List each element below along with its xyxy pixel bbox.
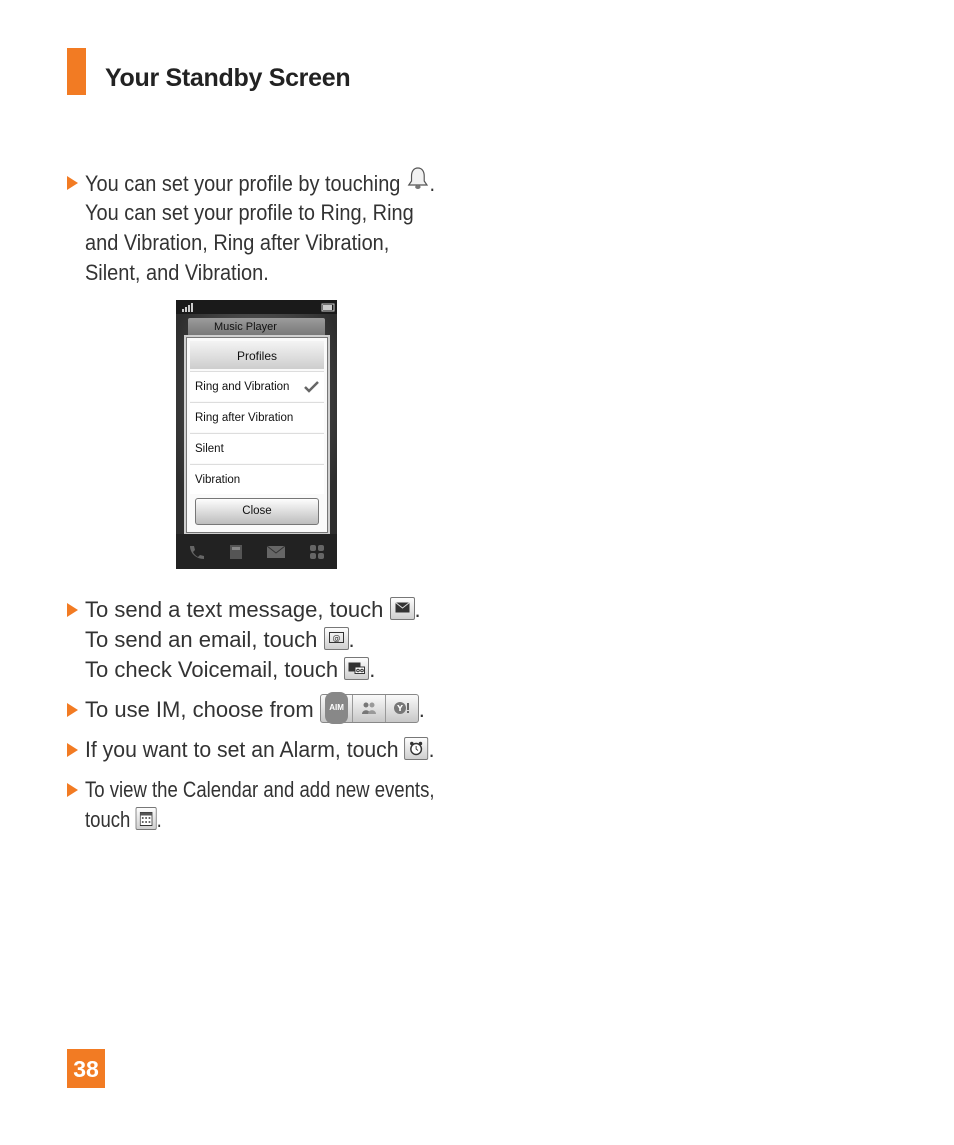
msn-icon (353, 695, 386, 722)
dialog-title: Profiles (190, 341, 324, 369)
profile-text: You can set your profile by touching (85, 170, 401, 196)
alarm-paragraph: If you want to set an Alarm, touch . (85, 737, 435, 762)
phone-dock (176, 534, 337, 569)
profile-text-line-3: and Vibration, Ring after Vibration, (85, 230, 390, 255)
status-bar (176, 300, 337, 314)
bullet-marker (67, 176, 78, 190)
phone-icon[interactable] (187, 544, 205, 560)
im-options-group (320, 694, 419, 723)
messaging-paragraph: To send a text message, touch . To send an email, touch @ . To check Voicemail, touch . (85, 597, 421, 682)
contacts-icon[interactable] (227, 543, 245, 561)
bullet-marker (67, 603, 78, 617)
calendar-icon (136, 807, 157, 830)
section-accent-bar (67, 48, 86, 95)
profile-option-ring-and-vibration[interactable]: Ring and Vibration (190, 371, 324, 401)
profile-text-line-4: Silent, and Vibration. (85, 260, 269, 285)
svg-text:Y: Y (397, 704, 403, 714)
profile-option-silent[interactable]: Silent (190, 433, 324, 463)
profile-option-ring-after-vibration[interactable]: Ring after Vibration (190, 402, 324, 432)
im-paragraph: To use IM, choose from AIM Y . (85, 695, 425, 725)
music-player-label: Music Player (214, 321, 277, 333)
envelope-icon[interactable] (266, 545, 286, 559)
bullet-marker (67, 743, 78, 757)
close-button[interactable]: Close (195, 498, 319, 525)
profile-paragraph: You can set your profile by touching . You can set your profile to Ring, Ring and Vibration, Ring after Vibration, Silent, and Vibration. (85, 168, 435, 288)
envelope-icon (390, 597, 415, 620)
menu-grid-icon[interactable] (308, 543, 326, 561)
calendar-paragraph: To view the Calendar and add new events, touch . (85, 777, 435, 832)
checkmark-icon (304, 381, 319, 393)
bell-icon (406, 165, 430, 199)
aim-icon: AIM (321, 695, 354, 722)
page-title: Your Standby Screen (105, 64, 351, 92)
email-icon (324, 627, 349, 650)
alarm-clock-icon (404, 737, 428, 760)
voicemail-icon (344, 657, 369, 680)
phone-screenshot (176, 300, 337, 569)
profiles-dialog (186, 337, 328, 533)
profile-option-vibration[interactable]: Vibration (190, 464, 324, 494)
profile-text-line-2: You can set your profile to Ring, Ring (85, 200, 414, 225)
bullet-marker (67, 783, 78, 797)
page-number: 38 (67, 1049, 105, 1088)
yahoo-icon (386, 695, 418, 722)
svg-text:@: @ (332, 633, 340, 643)
bullet-marker (67, 703, 78, 717)
